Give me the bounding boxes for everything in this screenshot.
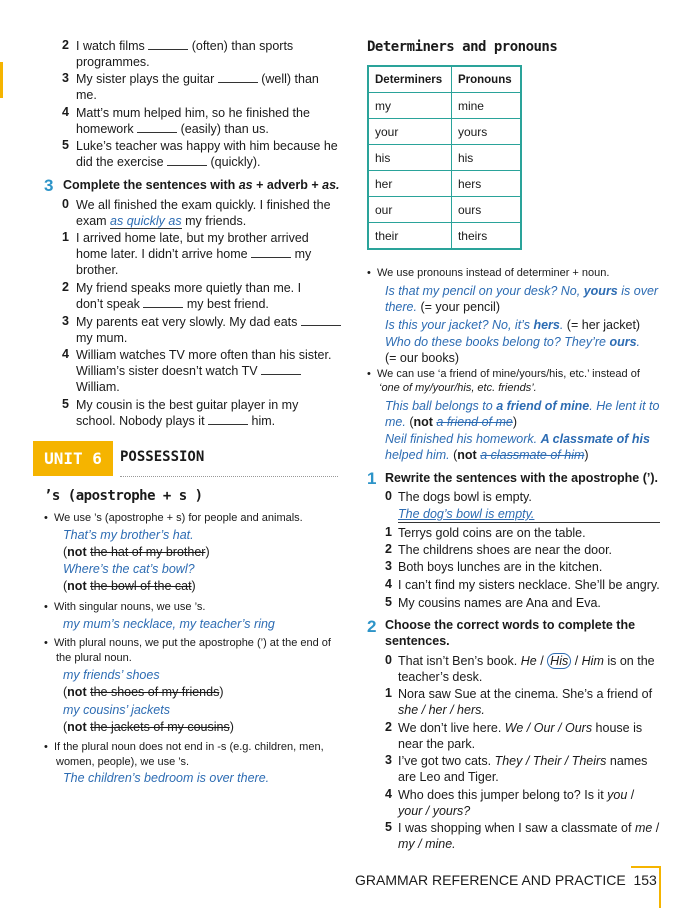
rule-bullet: • With plural nouns, we put the apostrophe (’) at the end of — [44, 637, 331, 649]
exercise-line: I can’t find my sisters necklace. She’ll be angry. — [398, 578, 660, 592]
example: (not the jackets of my cousins) — [63, 720, 234, 734]
rule-bullet: the plural noun. — [56, 652, 132, 664]
exercise-line: I watch films (often) than sports — [76, 39, 294, 53]
rule-bullet: • We use pronouns instead of determiner + noun. — [367, 267, 610, 279]
option-choices[interactable]: my / mine. — [398, 837, 456, 851]
selected-option[interactable]: His — [547, 653, 571, 669]
column-header: Determiners — [368, 66, 451, 93]
example-answer: as quickly as — [110, 214, 182, 228]
exercise-line: My cousins names are Ana and Eva. — [398, 596, 601, 610]
example: Is this your jacket? No, it’s hers. (= her jacket) — [385, 318, 641, 332]
item-number: 2 — [62, 280, 69, 294]
rule-bullet: • If the plural noun does not end in -s (e.g. children, men, — [44, 741, 324, 753]
example: (not the shoes of my friends) — [63, 685, 224, 699]
exercise-instruction: Choose the correct words to complete the — [385, 618, 636, 632]
unit-title: POSSESSION — [120, 449, 205, 465]
answer-blank[interactable] — [251, 246, 291, 258]
table-cell: ours — [451, 197, 521, 223]
answer-blank[interactable] — [143, 296, 183, 308]
item-number: 3 — [62, 314, 69, 328]
item-number: 3 — [385, 753, 392, 767]
answer-blank[interactable] — [261, 363, 301, 375]
example: (not the bowl of the cat) — [63, 579, 196, 593]
item-number: 4 — [385, 577, 392, 591]
table-cell: his — [451, 145, 521, 171]
rule-bullet: ‘one of my/your/his, etc. friends’. — [379, 382, 537, 394]
example: Is that my pencil on your desk? No, yours is over — [385, 284, 659, 298]
answer-blank[interactable] — [148, 38, 188, 50]
table-row — [368, 93, 521, 119]
column-header: Pronouns — [451, 66, 521, 93]
exercise-number: 2 — [367, 617, 377, 636]
example: helped him. (not a classmate of him) — [385, 448, 589, 462]
table-row — [368, 223, 521, 250]
table-header-row — [368, 66, 521, 93]
option-choices[interactable]: We / Our / Ours — [504, 721, 593, 735]
exercise-line: William watches TV more often than his sister. — [76, 348, 332, 362]
item-number: 0 — [385, 489, 392, 503]
exercise-instruction: Complete the sentences with as + adverb + as. — [63, 178, 340, 192]
exercise-line: Matt’s mum helped him, so he finished the — [76, 106, 310, 120]
example: (not the hat of my brother) — [63, 545, 210, 559]
unit-divider — [120, 476, 338, 477]
item-number: 2 — [385, 542, 392, 556]
table-cell: mine — [451, 93, 521, 119]
exercise-line: me. — [76, 88, 97, 102]
footer-title: GRAMMAR REFERENCE AND PRACTICE — [355, 872, 626, 888]
item-number: 3 — [385, 559, 392, 573]
example: This ball belongs to a friend of mine. He lent it to — [385, 399, 660, 413]
exercise-line: Terrys gold coins are on the table. — [398, 526, 586, 540]
answer-blank[interactable] — [208, 413, 248, 425]
example: me. (not a friend of me) — [385, 415, 518, 429]
example: Neil finished his homework. A classmate of his — [385, 432, 650, 446]
example: my cousins’ jackets — [63, 703, 170, 717]
item-number: 5 — [62, 138, 69, 152]
table-row — [368, 171, 521, 197]
exercise-line: exam as quickly as my friends. — [76, 214, 247, 228]
exercise-line: My cousin is the best guitar player in my — [76, 398, 299, 412]
side-accent-bar — [0, 62, 3, 98]
option-choices[interactable]: your / yours? — [398, 804, 471, 818]
rule-bullet: • We can use ‘a friend of mine/yours/his, etc.’ instead of — [367, 368, 640, 380]
table-row — [368, 119, 521, 145]
exercise-line: teacher’s desk. — [398, 670, 483, 684]
option-choices[interactable]: They / Their / Theirs — [494, 754, 607, 768]
item-number: 3 — [62, 71, 69, 85]
example: Where’s the cat’s bowl? — [63, 562, 195, 576]
answer-blank[interactable] — [167, 154, 207, 166]
table-cell: her — [368, 171, 451, 197]
exercise-line: did the exercise (quickly). — [76, 155, 261, 169]
example: The children’s bedroom is over there. — [63, 771, 270, 785]
item-number: 5 — [62, 397, 69, 411]
determiners-table — [367, 65, 522, 250]
item-number: 0 — [62, 197, 69, 211]
table-cell: yours — [451, 119, 521, 145]
exercise-line: My sister plays the guitar (well) than — [76, 72, 319, 86]
exercise-number: 1 — [367, 469, 377, 488]
exercise-line: brother. — [76, 263, 119, 277]
item-number: 4 — [385, 787, 392, 801]
item-number: 2 — [62, 38, 69, 52]
exercise-line: Nora saw Sue at the cinema. She’s a friend of — [398, 687, 653, 701]
exercise-line: We don’t live here. We / Our / Ours house is — [398, 721, 643, 735]
table-cell: theirs — [451, 223, 521, 250]
exercise-line: school. Nobody plays it him. — [76, 414, 276, 428]
exercise-line: William’s sister doesn’t watch TV — [76, 363, 301, 379]
exercise-line: William. — [76, 380, 120, 394]
exercise-line: I was shopping when I saw a classmate of me / — [398, 821, 660, 835]
answer-blank[interactable] — [218, 71, 258, 83]
exercise-line: programmes. — [76, 55, 150, 69]
exercise-line: Luke’s teacher was happy with him because he — [76, 139, 338, 153]
exercise-line: homework (easily) than us. — [76, 122, 269, 136]
option-choices[interactable]: she / her / hers. — [398, 703, 485, 717]
table-cell: our — [368, 197, 451, 223]
answer-blank[interactable] — [137, 121, 177, 133]
exercise-instruction: Rewrite the sentences with the apostrophe (’). — [385, 471, 658, 485]
item-number: 0 — [385, 653, 392, 667]
item-number: 4 — [62, 347, 69, 361]
exercise-instruction: sentences. — [385, 634, 450, 648]
exercise-line: don’t speak my best friend. — [76, 297, 269, 311]
footer-accent — [631, 866, 661, 908]
item-number: 1 — [385, 525, 392, 539]
rule-bullet: women, people), we use ’s. — [56, 756, 190, 768]
table-cell: their — [368, 223, 451, 250]
answer-blank[interactable] — [301, 314, 341, 326]
page-footer — [355, 872, 657, 888]
example: (= our books) — [385, 351, 459, 365]
exercise-line: We all finished the exam quickly. I finished the — [76, 198, 331, 212]
page-number: 153 — [633, 872, 657, 888]
exercise-line: Who does this jumper belong to? Is it you / — [398, 788, 635, 802]
table-cell: his — [368, 145, 451, 171]
item-number: 1 — [385, 686, 392, 700]
exercise-line: are Leo and Tiger. — [398, 770, 499, 784]
exercise-line: I arrived home late, but my brother arrived — [76, 231, 309, 245]
example-answer[interactable]: The dog’s bowl is empty. — [398, 506, 660, 523]
section-heading: ’s (apostrophe + s ) — [44, 488, 203, 504]
table-row — [368, 197, 521, 223]
table-row — [368, 145, 521, 171]
table-cell: your — [368, 119, 451, 145]
table-cell: hers — [451, 171, 521, 197]
exercise-line: I’ve got two cats. They / Their / Theirs names — [398, 754, 648, 768]
exercise-line: The dogs bowl is empty. — [398, 490, 532, 504]
section-heading: Determiners and pronouns — [367, 39, 558, 55]
item-number: 2 — [385, 720, 392, 734]
example: there. (= your pencil) — [385, 300, 500, 314]
rule-bullet: • With singular nouns, we use ’s. — [44, 601, 206, 613]
exercise-line: near the park. — [398, 737, 476, 751]
example: my friends’ shoes — [63, 668, 160, 682]
exercise-line: My parents eat very slowly. My dad eats — [76, 314, 341, 330]
exercise-line: Both boys lunches are in the kitchen. — [398, 560, 603, 574]
exercise-line: home later. I didn’t arrive home my — [76, 247, 312, 261]
exercise-line: That isn’t Ben’s book. He / His / Him is on the — [398, 654, 655, 668]
item-number: 5 — [385, 595, 392, 609]
exercise-line: My friend speaks more quietly than me. I — [76, 281, 302, 295]
example: That’s my brother’s hat. — [63, 528, 194, 542]
rule-bullet: • We use ’s (apostrophe + s) for people and animals. — [44, 512, 303, 524]
item-number: 1 — [62, 230, 69, 244]
unit-label: UNIT 6 — [33, 441, 113, 476]
item-number: 5 — [385, 820, 392, 834]
example: my mum’s necklace, my teacher’s ring — [63, 617, 275, 631]
item-number: 4 — [62, 105, 69, 119]
table-cell: my — [368, 93, 451, 119]
exercise-line: my mum. — [76, 331, 128, 345]
exercise-line: The childrens shoes are near the door. — [398, 543, 613, 557]
example: Who do these books belong to? They’re ours. — [385, 335, 641, 349]
exercise-number: 3 — [44, 176, 54, 195]
